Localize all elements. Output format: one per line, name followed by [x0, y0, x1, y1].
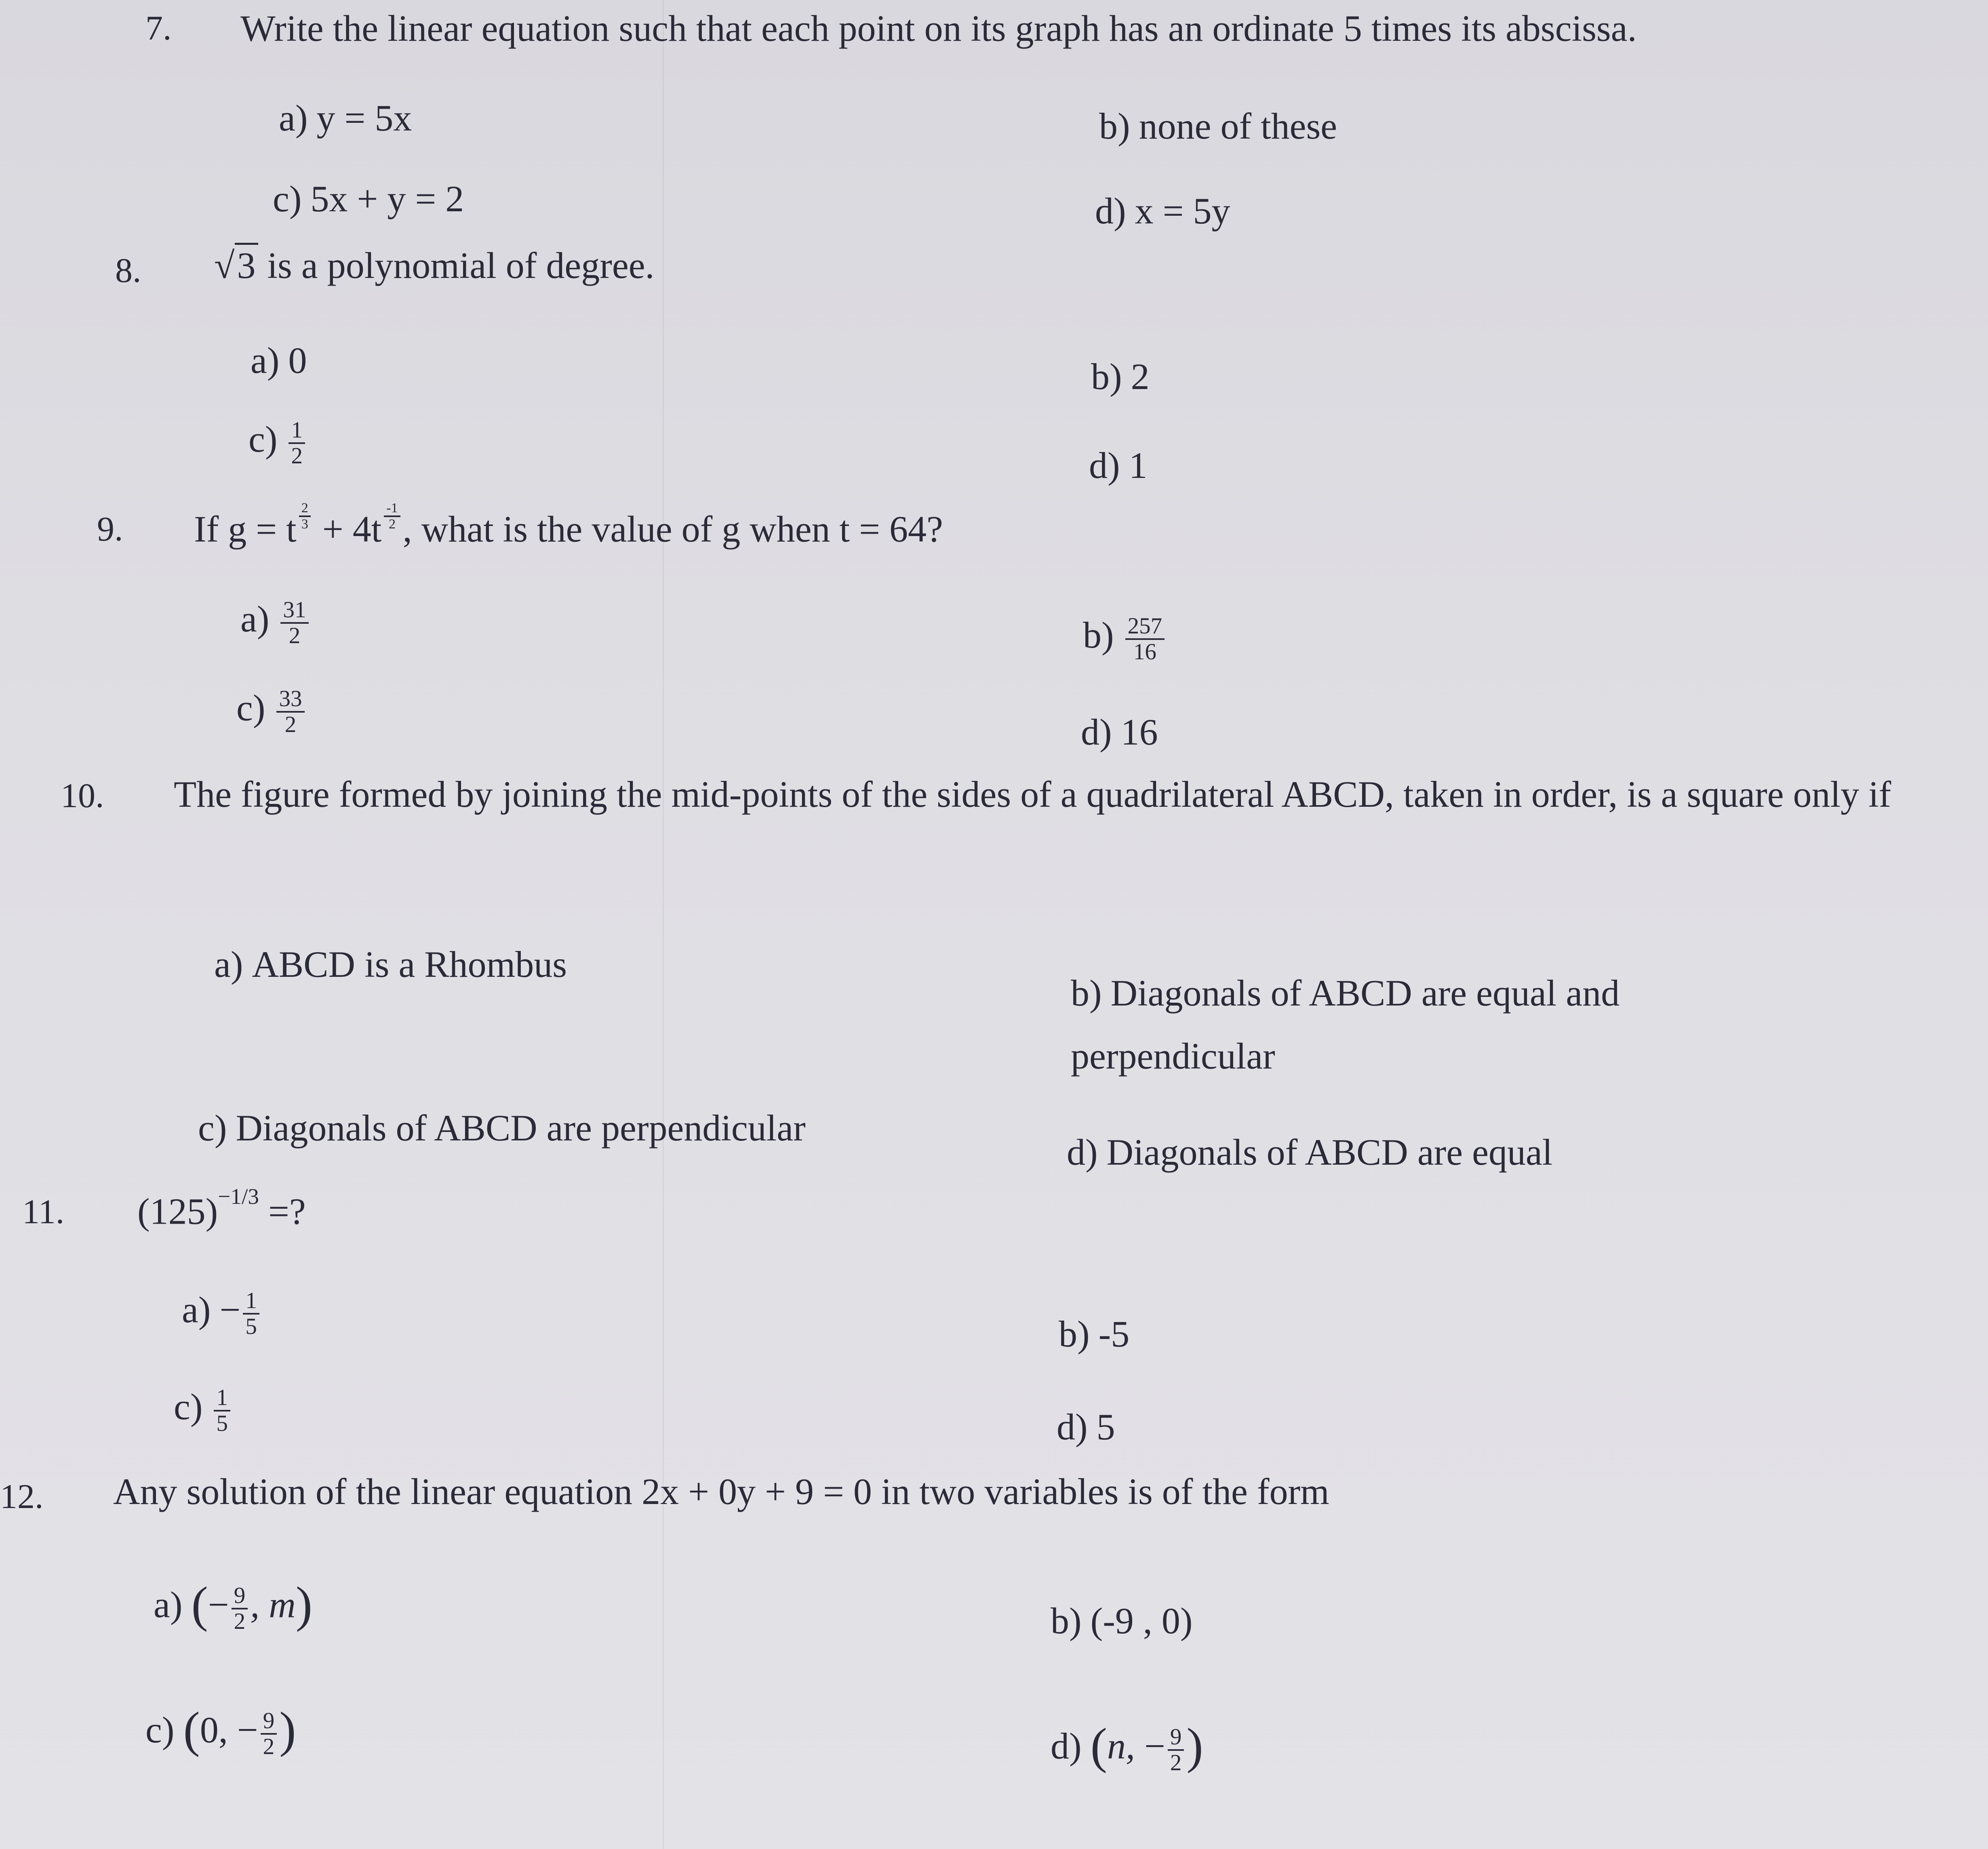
sqrt-symbol: √3: [214, 244, 258, 287]
option-a[interactable]: a) (− $\frac{9}{2}$ , m): [154, 1576, 313, 1634]
option-c[interactable]: c) Diagonals of ABCD are perpendicular: [198, 1107, 806, 1149]
option-c[interactable]: c) $\frac{1}{2}$: [248, 418, 307, 468]
question-number: 10.: [61, 776, 104, 815]
option-b[interactable]: b) $\frac{257}{16}$: [1083, 614, 1167, 664]
question-text: $(125)^{-1/3}$ =?: [137, 1184, 306, 1232]
fraction: $\frac{1}{2}$: [289, 418, 305, 468]
option-a[interactable]: a) $\frac{31}{2}$: [240, 598, 311, 648]
exponent-fraction: 2 3: [299, 501, 311, 532]
question-number: 7.: [145, 8, 172, 47]
option-a[interactable]: a) − $\frac{1}{5}$: [182, 1289, 262, 1339]
question-number: 11.: [22, 1192, 65, 1231]
option-d[interactable]: d) 1: [1089, 445, 1148, 486]
fraction: $\frac{1}{5}$: [243, 1289, 259, 1339]
paper-fold-line: [663, 0, 664, 1849]
question-number: 8.: [115, 251, 141, 290]
option-b[interactable]: b) 2: [1091, 356, 1150, 397]
question-text: Any solution of the linear equation 2x + 0y + 9 = 0 in two variables is of the form: [113, 1471, 1329, 1512]
question-text: Write the linear equation such that each point on its graph has an ordinate 5 times its abscissa.: [240, 8, 1637, 49]
question-number: 12.: [0, 1477, 44, 1516]
fraction: $\frac{33}{2}$: [276, 687, 304, 737]
fraction: $\frac{31}{2}$: [280, 598, 308, 648]
option-a[interactable]: a) y = 5x: [279, 97, 412, 139]
option-b[interactable]: b) Diagonals of ABCD are equal and perpendicular: [1071, 972, 1620, 1077]
fraction: $\frac{1}{5}$: [214, 1386, 230, 1436]
fraction: $\frac{9}{2}$: [232, 1584, 248, 1634]
fraction: $\frac{9}{2}$: [1168, 1725, 1184, 1775]
option-c[interactable]: c) (0, − $\frac{9}{2}$ ): [145, 1702, 296, 1759]
option-b[interactable]: b) -5: [1059, 1313, 1130, 1355]
question-number: 9.: [97, 509, 123, 548]
option-d[interactable]: d) x = 5y: [1095, 190, 1230, 231]
option-a[interactable]: a) ABCD is a Rhombus: [214, 944, 567, 985]
question-text: √3 is a polynomial of degree.: [214, 244, 655, 287]
option-c[interactable]: c) $\frac{1}{5}$: [174, 1386, 233, 1436]
option-b[interactable]: b) none of these: [1099, 105, 1337, 147]
exponent-fraction: -1 2: [384, 501, 400, 532]
question-text: If g = t $^{\frac{2}{3}}$ + 4t $^{\frac{-1}{2}}$ , what is the value of g when t = 64?: [194, 501, 943, 550]
option-c[interactable]: c) $\frac{33}{2}$: [236, 687, 307, 737]
question-text: The figure formed by joining the mid-points of the sides of a quadrilateral ABCD, taken in order, is a square only if: [174, 774, 1891, 815]
option-d[interactable]: d) (n, − $\frac{9}{2}$ ): [1051, 1718, 1203, 1775]
option-b[interactable]: b) (-9 , 0): [1051, 1600, 1193, 1641]
option-c[interactable]: c) 5x + y = 2: [273, 178, 464, 219]
option-d[interactable]: d) Diagonals of ABCD are equal: [1067, 1132, 1553, 1173]
option-d[interactable]: d) 5: [1057, 1406, 1115, 1447]
option-a[interactable]: a) 0: [251, 340, 307, 381]
fraction: $\frac{257}{16}$: [1125, 614, 1165, 664]
option-d[interactable]: d) 16: [1081, 711, 1158, 753]
fraction: $\frac{9}{2}$: [261, 1709, 277, 1759]
